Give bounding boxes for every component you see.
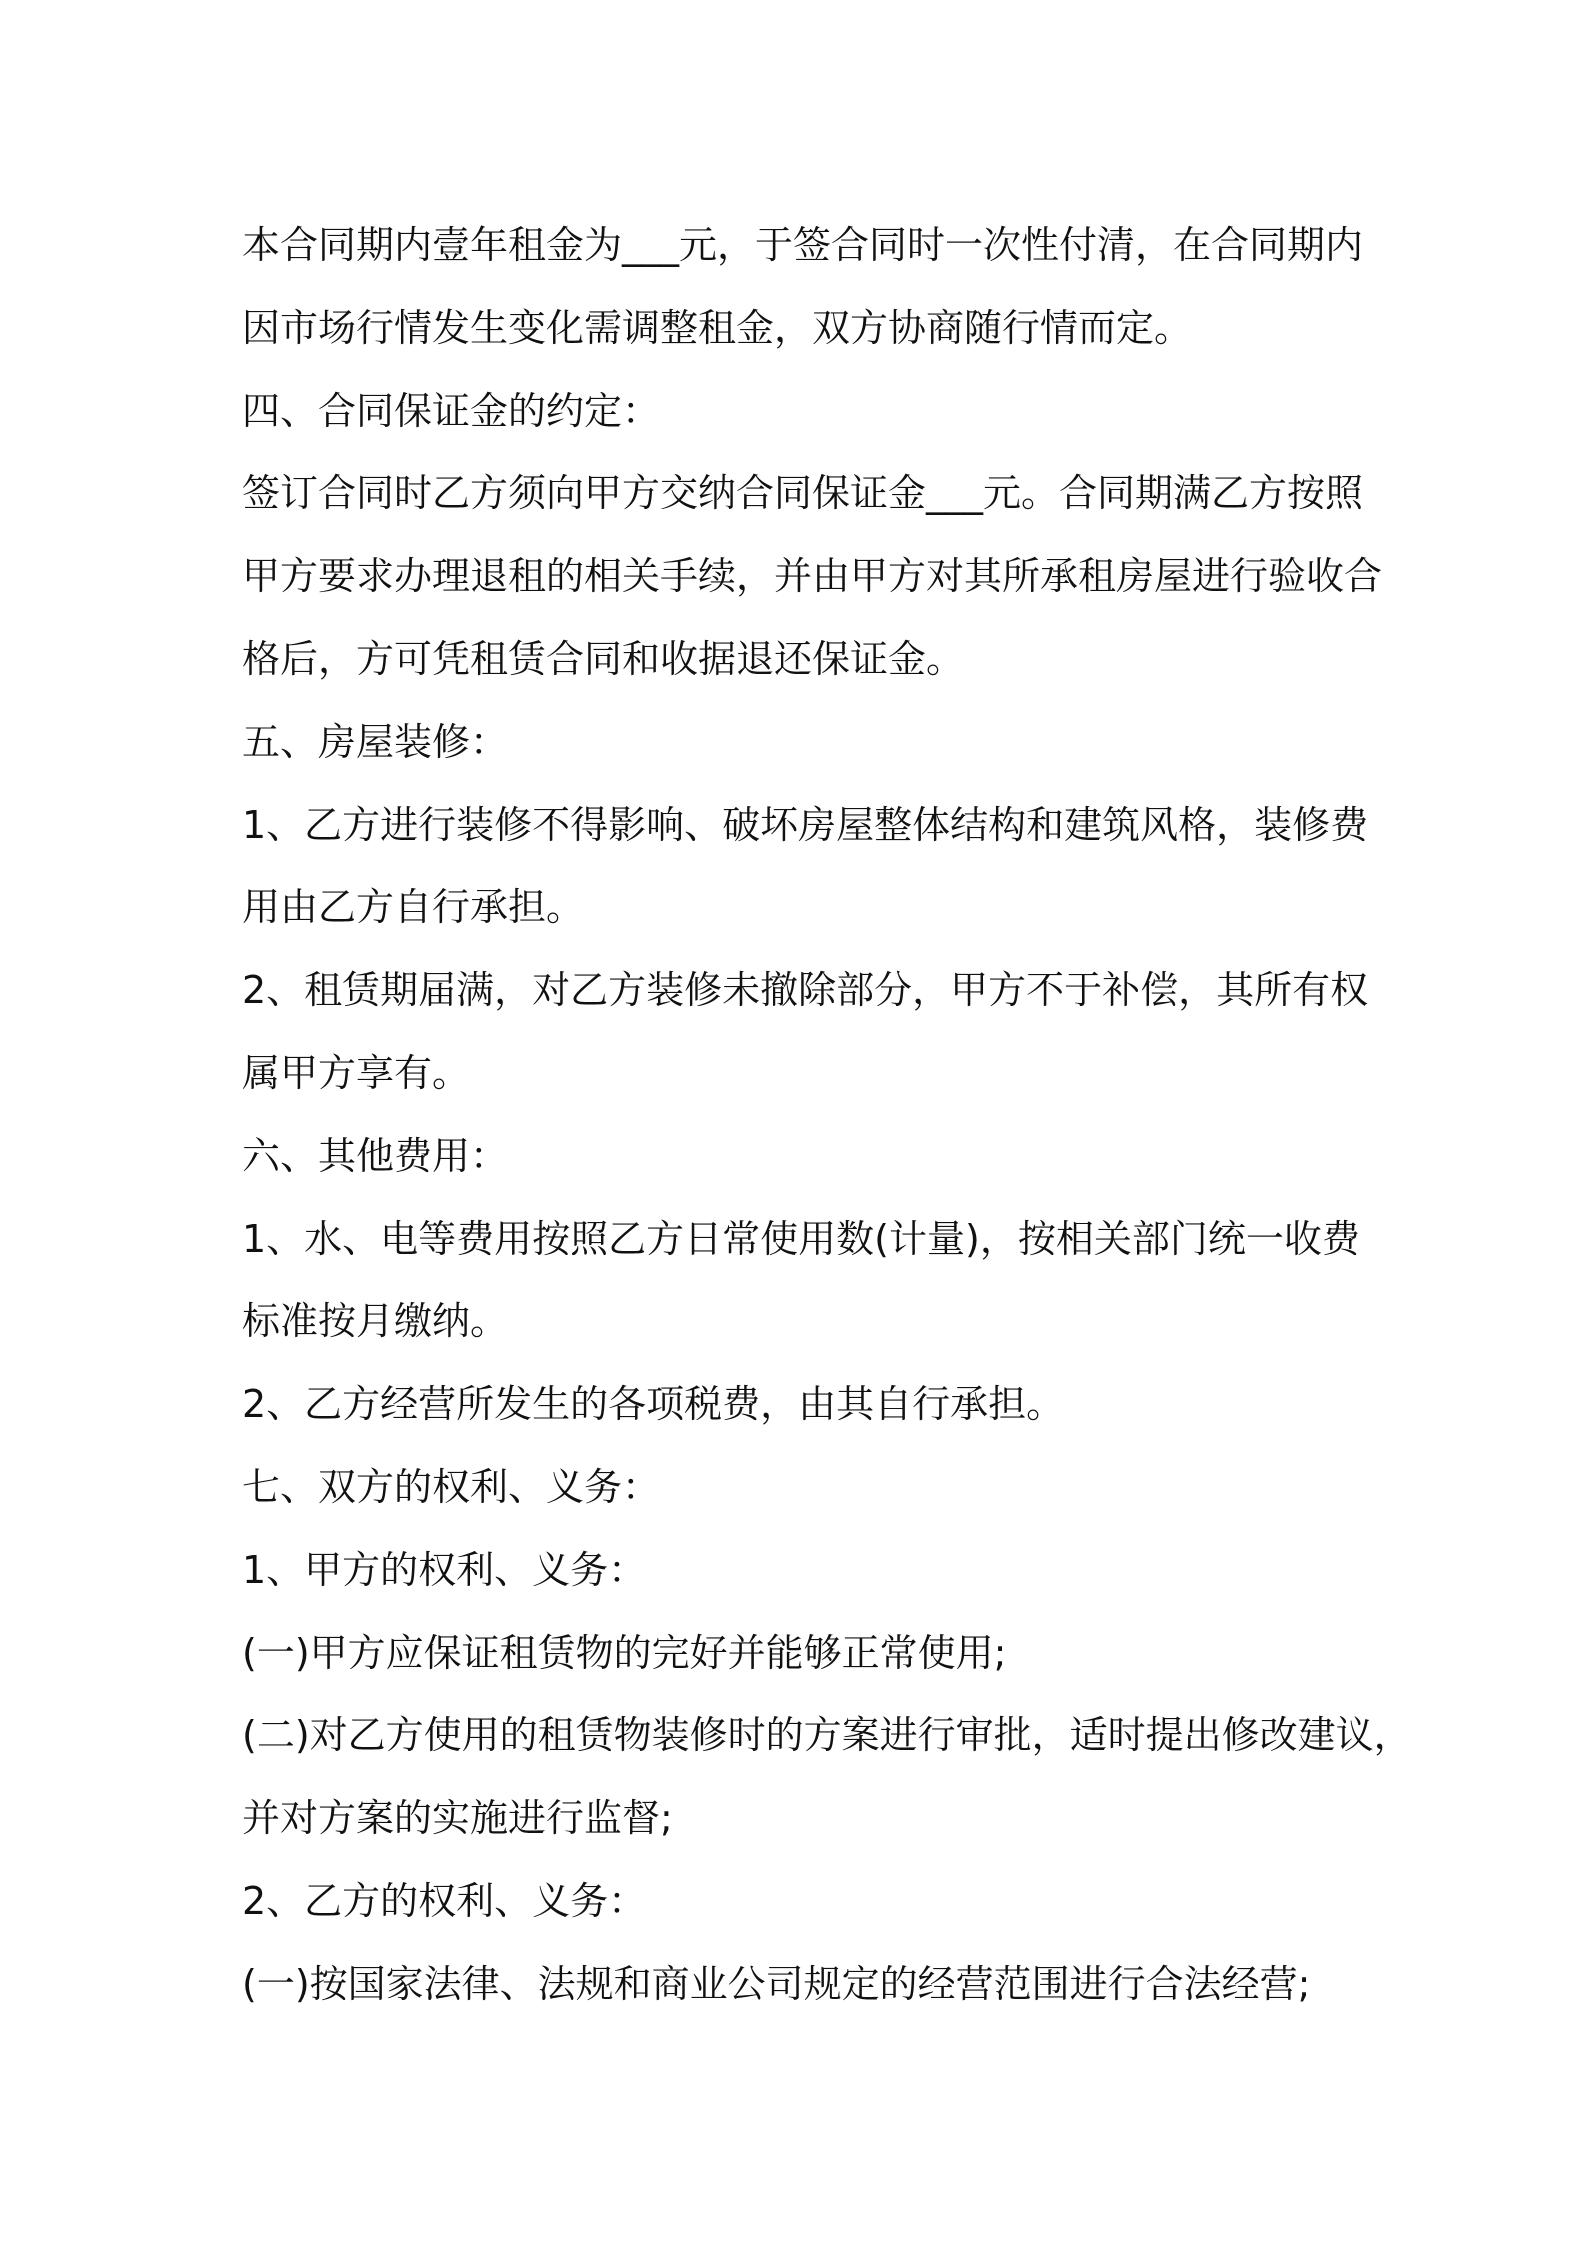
body-line: 用由乙方自行承担。 xyxy=(242,885,585,930)
body-line: (一)按国家法律、法规和商业公司规定的经营范围进行合法经营; xyxy=(242,1961,1311,2006)
body-line: (二)对乙方使用的租赁物装修时的方案进行审批，适时提出修改建议， xyxy=(242,1713,1412,1758)
section-heading: 六、其他费用： xyxy=(242,1133,509,1178)
document-body xyxy=(242,204,1412,2026)
section-heading: 五、房屋装修： xyxy=(242,719,509,764)
subsection-heading: 2、乙方的权利、义务： xyxy=(242,1878,647,1923)
body-line: (一)甲方应保证租赁物的完好并能够正常使用; xyxy=(242,1630,1007,1675)
section-heading: 七、双方的权利、义务： xyxy=(242,1464,661,1509)
body-line: 签订合同时乙方须向甲方交纳合同保证金___元。合同期满乙方按照 xyxy=(242,471,1364,516)
body-line: 本合同期内壹年租金为___元，于签合同时一次性付清，在合同期内 xyxy=(242,223,1364,267)
subsection-heading: 1、甲方的权利、义务： xyxy=(242,1547,647,1592)
body-line: 因市场行情发生变化需调整租金，双方协商随行情而定。 xyxy=(242,305,1193,350)
body-line: 2、租赁期届满，对乙方装修未撤除部分，甲方不于补偿，其所有权 xyxy=(242,968,1369,1013)
section-heading: 四、合同保证金的约定： xyxy=(242,388,661,433)
body-line: 2、乙方经营所发生的各项税费，由其自行承担。 xyxy=(242,1382,1065,1427)
body-line: 格后，方可凭租赁合同和收据退还保证金。 xyxy=(242,636,965,681)
body-line: 1、水、电等费用按照乙方日常使用数(计量)，按相关部门统一收费 xyxy=(242,1216,1360,1261)
body-line: 并对方案的实施进行监督; xyxy=(242,1796,673,1841)
body-line: 1、乙方进行装修不得影响、破坏房屋整体结构和建筑风格，装修费 xyxy=(242,802,1369,847)
body-line: 属甲方享有。 xyxy=(242,1050,471,1095)
body-line: 标准按月缴纳。 xyxy=(242,1299,509,1344)
body-line: 甲方要求办理退租的相关手续，并由甲方对其所承租房屋进行验收合 xyxy=(242,554,1383,599)
